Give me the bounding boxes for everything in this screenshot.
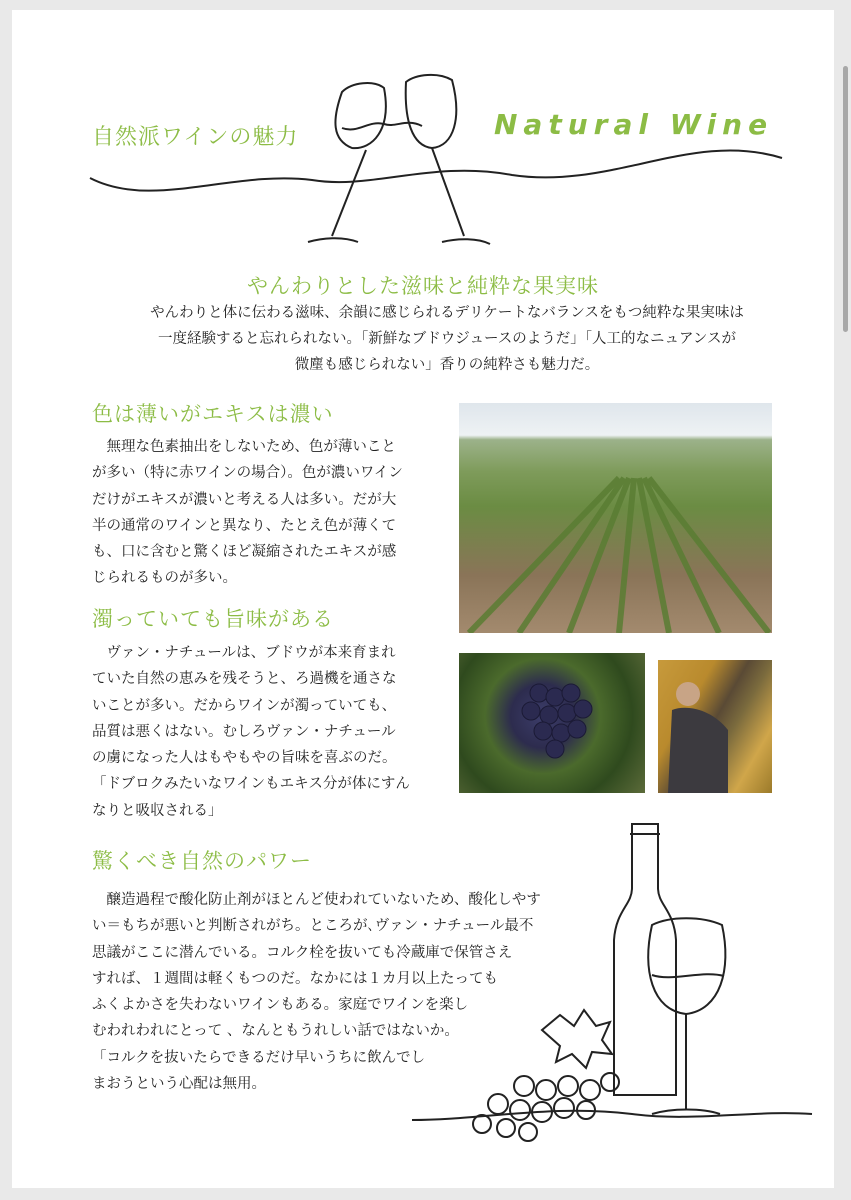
section3-line: むわれわれにとって 、なんともうれしい話ではないか。 (92, 1023, 459, 1040)
section2-line: なりと吸収される」 (92, 802, 223, 819)
section3-line: い＝もちが悪いと判断されがち。ところが､ヴァン・ナチュール最不 (92, 918, 534, 935)
section1-line: 半の通常のワインと異なり、たとえ色が薄くて (92, 517, 397, 534)
section3-line: 醸造過程で酸化防止剤がほとんど使われていないため、酸化しやす (92, 892, 541, 908)
section2-line: 「ドブロクみたいなワインもエキス分が体にすん (92, 776, 410, 793)
intro-line: やんわりと体に伝わる滋味、余韻に感じられるデリケートなバランスをもつ純粋な果実味は (150, 305, 744, 321)
section2-paragraph (92, 640, 442, 824)
section1-paragraph (92, 434, 442, 592)
page-title-english: Natural Wine (494, 108, 774, 141)
section2-heading: 濁っていても旨味がある (92, 607, 334, 631)
section1-line: だけがエキスが濃いと考える人は多い。だが大 (92, 491, 397, 508)
section3-heading: 驚くべき自然のパワー (92, 849, 312, 873)
section1-line: 無理な色素抽出をしないため、色が薄いこと (92, 439, 396, 455)
toasting-glasses-icon (90, 75, 782, 244)
grapes-photo (459, 653, 645, 793)
section3-line: すれば、１週間は軽くもつのだ。なかには１カ月以上たっても (92, 970, 498, 987)
page-title: 自然派ワインの魅力 (92, 125, 299, 150)
worker-photo (658, 660, 772, 793)
section3-paragraph (92, 887, 612, 1097)
vineyard-photo (459, 403, 772, 633)
section2-line: 品質は悪くはない。むしろヴァン・ナチュール (92, 723, 396, 740)
section3-line: ふくよかさを失わないワインもある。家庭でワインを楽し (92, 997, 469, 1014)
section1-line: も、口に含むと驚くほど凝縮されたエキスが感 (92, 544, 397, 561)
section2-line: の虜になった人はもやもやの旨味を喜ぶのだ。 (92, 750, 397, 767)
section3-line: 「コルクを抜いたらできるだけ早いうちに飲んでし (92, 1049, 426, 1066)
intro-paragraph (102, 300, 792, 378)
intro-line: 微塵も感じられない」香りの純粋さも魅力だ。 (294, 357, 600, 373)
document-page (12, 10, 834, 1188)
section1-heading: 色は薄いがエキスは濃い (92, 402, 334, 426)
scrollbar[interactable] (843, 66, 848, 332)
intro-line: 一度経験すると忘れられない。「新鮮なブドウジュースのようだ」「人工的なニュアンスが (158, 331, 736, 347)
section1-line: が多い（特に赤ワインの場合）。色が濃いワイン (92, 465, 403, 482)
intro-heading: やんわりとした滋味と純粋な果実味 (247, 274, 599, 298)
section3-line: 思議がここに潜んでいる。コルク栓を抜いても冷蔵庫で保管さえ (92, 944, 513, 961)
section2-line: ヴァン・ナチュールは、ブドウが本来育まれ (92, 645, 396, 661)
section3-line: まおうという心配は無用。 (92, 1076, 266, 1093)
section2-line: ていた自然の恵みを残そうと、ろ過機を通さな (92, 671, 397, 688)
section2-line: いことが多い。だからワインが濁っていても、 (92, 697, 397, 714)
section1-line: じられるものが多い。 (92, 570, 237, 587)
